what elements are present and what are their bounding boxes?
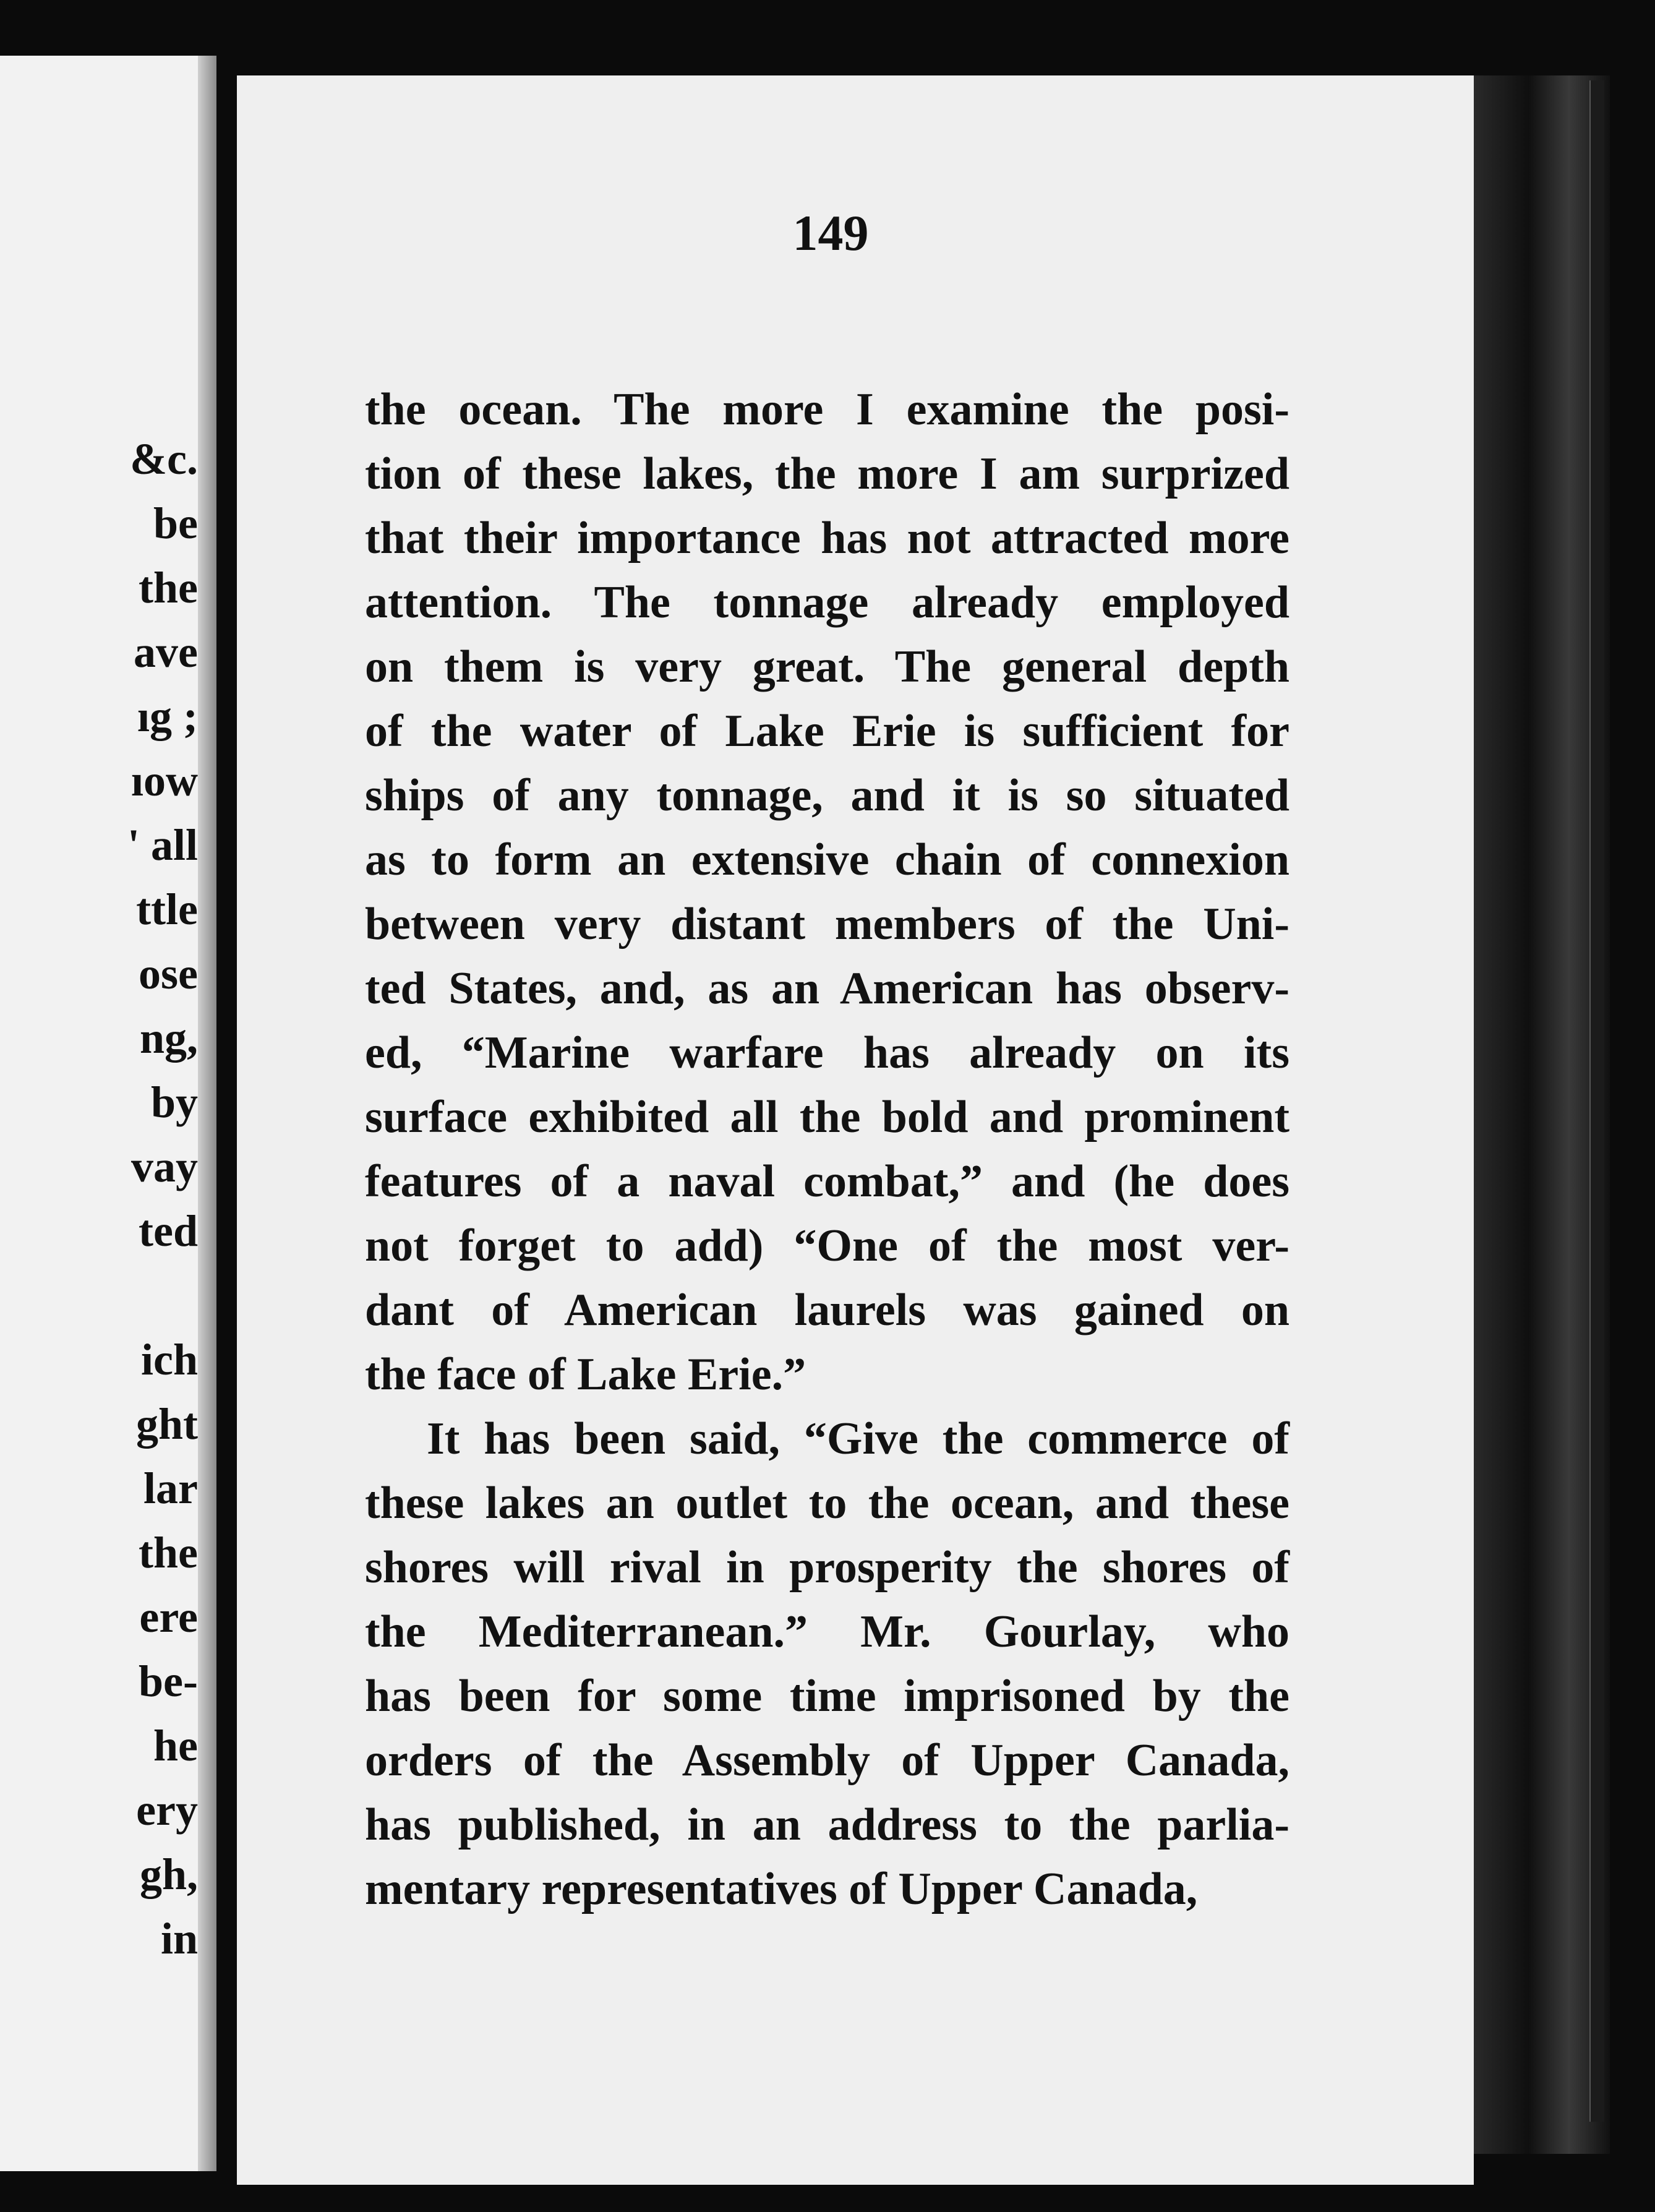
text-line: between very distant members of the Uni- [365,899,1289,950]
text-line: ships of any tonnage, and it is so situated [365,770,1289,821]
left-page-fragment: vay [131,1142,198,1191]
left-page-fragment: ery [136,1785,198,1835]
text-line: of the water of Lake Erie is sufficient for [365,706,1289,757]
text-line: not forget to add) “One of the most ver- [365,1220,1289,1271]
left-page-fragment: ıow [131,756,198,805]
left-page-fragment: ng, [139,1013,198,1063]
left-page-fragment: ave [134,627,198,677]
text-line: that their importance has not attracted more [365,513,1289,564]
left-page-fragment: be [153,499,198,548]
left-page-gutter [198,56,216,2171]
text-line: these lakes an outlet to the ocean, and these [365,1478,1289,1528]
text-line: mentary representatives of Upper Canada, [365,1864,1198,1914]
text-line: surface exhibited all the bold and prominent [365,1092,1289,1142]
page-number-text: 149 [792,205,869,261]
left-page-fragment: ose [139,949,198,998]
text-line: has been for some time imprisoned by the [365,1671,1289,1721]
left-page-fragment: the [139,1528,198,1577]
left-page-fragment: ıg ; [137,692,198,741]
left-page-fragment: ght [135,1399,198,1449]
left-page-fragment: the [139,563,198,612]
left-page-fragment: ' all [127,820,198,870]
text-line: features of a naval combat,” and (he does [365,1156,1289,1207]
left-page-fragment: &c. [130,434,198,484]
text-line: shores will rival in prosperity the shores of [365,1542,1289,1593]
text-line: ed, “Marine warfare has already on its [365,1027,1289,1078]
text-line: the ocean. The more I examine the posi- [365,384,1289,435]
text-line: tion of these lakes, the more I am surprized [365,448,1289,499]
text-line: orders of the Assembly of Upper Canada, [365,1735,1289,1786]
text-line: attention. The tonnage already employed [365,577,1289,628]
left-page-fragment: ich [140,1335,198,1384]
left-page-fragment: ttle [136,885,198,934]
text-line: has published, in an address to the parlia- [365,1799,1289,1850]
left-page [0,56,216,2171]
left-page-fragment: ere [139,1592,198,1642]
left-page-fragment: he [153,1721,198,1770]
text-line: It has been said, “Give the commerce of [427,1413,1289,1464]
left-page-fragment: in [160,1914,198,1963]
text-line: ted States, and, as an American has observ- [365,963,1289,1014]
page-number [0,204,1655,262]
left-page-fragment: ted [139,1206,198,1256]
text-line: the Mediterranean.” Mr. Gourlay, who [365,1606,1289,1657]
text-line: as to form an extensive chain of connexion [365,834,1289,885]
left-page-fragment: lar [143,1464,198,1513]
paragraph [365,377,1289,1407]
left-page-fragment: gh, [139,1850,198,1899]
book-spine-line [1589,80,1604,2122]
body-text [365,377,1289,1921]
left-page-fragment [37,1263,198,1327]
text-line: dant of American laurels was gained on [365,1285,1289,1335]
paragraph [365,1407,1289,1921]
text-line: the face of Lake Erie.” [365,1349,806,1400]
text-line: on them is very great. The general depth [365,641,1289,692]
left-page-text-fragments [37,427,198,1971]
left-page-fragment: be- [139,1657,198,1706]
left-page-fragment: by [150,1078,198,1127]
